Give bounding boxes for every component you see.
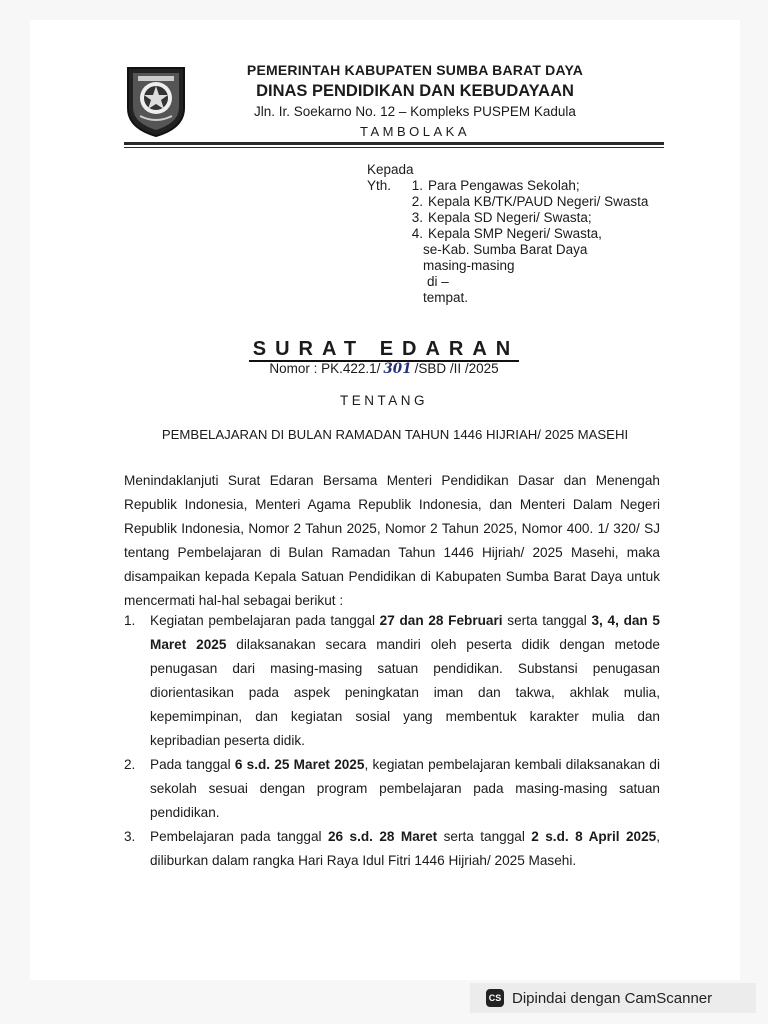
recipient-block <box>367 162 648 306</box>
tentang-label: TENTANG <box>340 393 428 408</box>
agency-address: Jln. Ir. Soekarno No. 12 – Kompleks PUSPEM Kadula <box>254 104 576 119</box>
agency-name: DINAS PENDIDIKAN DAN KEBUDAYAAN <box>256 82 574 100</box>
government-name: PEMERINTAH KABUPATEN SUMBA BARAT DAYA <box>246 62 584 78</box>
recipient-place: tempat. <box>423 290 469 305</box>
agency-city: TAMBOLAKA <box>359 124 470 139</box>
recipient-each: masing-masing <box>423 258 515 273</box>
recipient-region: se-Kab. Sumba Barat Daya <box>423 242 588 257</box>
letter-number-prefix: Nomor : PK.422.1/ <box>269 361 381 376</box>
letterhead <box>200 60 630 142</box>
camscanner-text: Dipindai dengan CamScanner <box>512 989 713 1007</box>
letter-number <box>0 361 768 377</box>
yth-label: Yth. <box>367 178 392 193</box>
regency-emblem-logo <box>124 64 188 138</box>
instruction-item: 2. Pada tanggal 6 s.d. 25 Maret 2025, kegiatan pembelajaran kembali dilaksanakan di sekolah sesuai dengan program pembelajaran pada masing-masing satuan pendidikan. <box>124 757 660 820</box>
letter-number-suffix: /SBD /II /2025 <box>414 361 499 376</box>
instruction-list <box>124 609 660 873</box>
letterhead-rule-thick <box>124 142 664 145</box>
subject-line: PEMBELAJARAN DI BULAN RAMADAN TAHUN 1446 HIJRIAH/ 2025 MASEHI <box>161 427 629 442</box>
intro-paragraph: Menindaklanjuti Surat Edaran Bersama Menteri Pendidikan Dasar dan Menengah Republik Indonesia, Menteri Agama Republik Indonesia, dan Menteri Dalam Negeri Republik Indonesia, Nomor 2 Tahun 2025, Nomor 2 Tahun 2025, Nomor 400. 1/ 320/ SJ tentang Pembelajaran di Bulan Ramadan Tahun 1446 Hijriah/ 2025 Masehi, maka disampaikan kepada Kepala Satuan Pendidikan di Kabupaten Sumba Barat Daya untuk mencermati hal-hal sebagai berikut : <box>124 473 660 608</box>
recipient-list <box>397 178 648 242</box>
recipient-item: 3. Kepala SD Negeri/ Swasta; <box>411 210 592 225</box>
letter-number-handwritten: 301 <box>383 361 412 377</box>
recipient-item: 4. Kepala SMP Negeri/ Swasta, <box>411 226 602 241</box>
kepada-label: Kepada <box>367 162 414 177</box>
instruction-item: 3. Pembelajaran pada tanggal 26 s.d. 28 Maret serta tanggal 2 s.d. 8 April 2025, diliburkan dalam rangka Hari Raya Idul Fitri 1446 Hijriah/ 2025 Masehi. <box>124 829 660 868</box>
document-title-wrap <box>0 338 768 362</box>
camscanner-watermark <box>470 983 756 1013</box>
intro-paragraph-wrap <box>124 469 660 613</box>
letterhead-rule-thin <box>124 147 664 148</box>
recipient-di: di – <box>427 274 449 289</box>
camscanner-icon: CS <box>486 989 504 1007</box>
instruction-item: 1. Kegiatan pembelajaran pada tanggal 27 dan 28 Februari serta tanggal 3, 4, dan 5 Maret 2025 dilaksanakan secara mandiri oleh peserta didik dengan metode penugasan dari masing-masing satuan pendidikan. Substansi penugasan diorientasikan pada aspek peningkatan iman dan takwa, akhlak mulia, kepemimpinan, dan kegiatan sosial yang membentuk karakter mulia dan kepribadian peserta didik. <box>124 613 660 748</box>
document-title: SURAT EDARAN <box>249 338 520 362</box>
recipient-item: 1. Para Pengawas Sekolah; <box>411 178 580 193</box>
recipient-item: 2. Kepala KB/TK/PAUD Negeri/ Swasta <box>411 194 649 209</box>
